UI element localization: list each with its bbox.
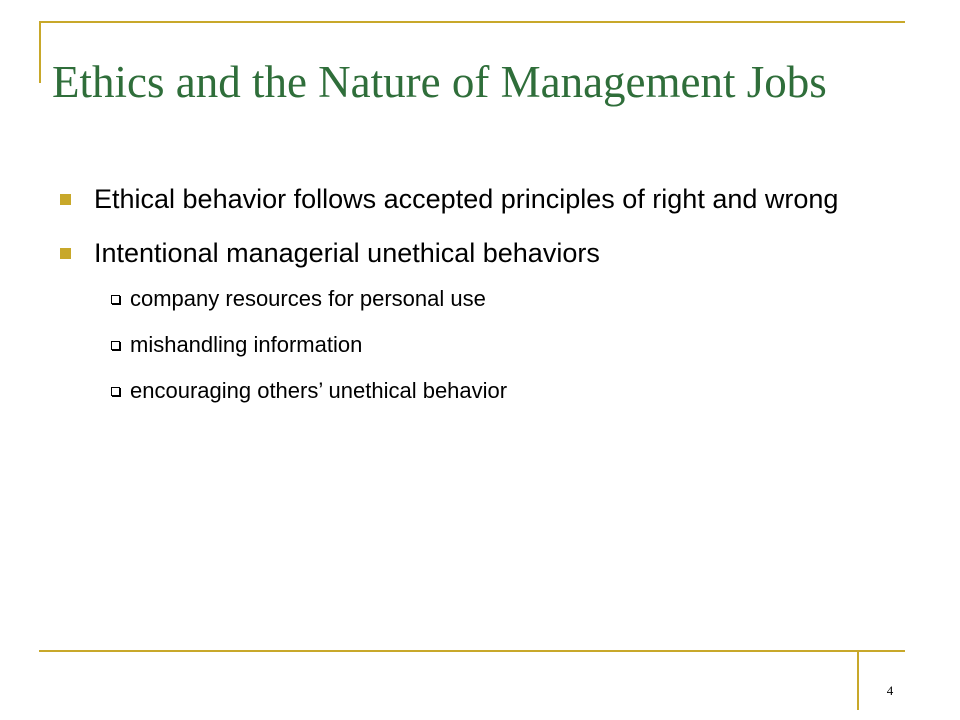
sub-bullet-list [60, 284, 880, 406]
sub-bullet-text: encouraging others’ unethical behavior [130, 378, 508, 403]
square-bullet-icon [60, 248, 71, 259]
page-number-divider [857, 650, 859, 710]
top-border-line [39, 21, 905, 23]
page-number: 4 [886, 683, 894, 698]
bullet-item [60, 234, 880, 272]
bullet-item [60, 180, 880, 218]
hollow-square-bullet-icon [111, 387, 120, 396]
sub-bullet-item [60, 284, 880, 314]
left-border-line [39, 21, 41, 83]
slide-content [60, 180, 880, 422]
bullet-text: Intentional managerial unethical behaviors [94, 238, 600, 268]
slide-title: Ethics and the Nature of Management Jobs [52, 57, 827, 107]
sub-bullet-item [60, 330, 880, 360]
hollow-square-bullet-icon [111, 295, 120, 304]
sub-bullet-text: company resources for personal use [130, 286, 486, 311]
bullet-text: Ethical behavior follows accepted principles of right and wrong [94, 184, 839, 214]
bottom-border-line [39, 650, 905, 652]
square-bullet-icon [60, 194, 71, 205]
hollow-square-bullet-icon [111, 341, 120, 350]
sub-bullet-text: mishandling information [130, 332, 363, 357]
sub-bullet-item [60, 376, 880, 406]
